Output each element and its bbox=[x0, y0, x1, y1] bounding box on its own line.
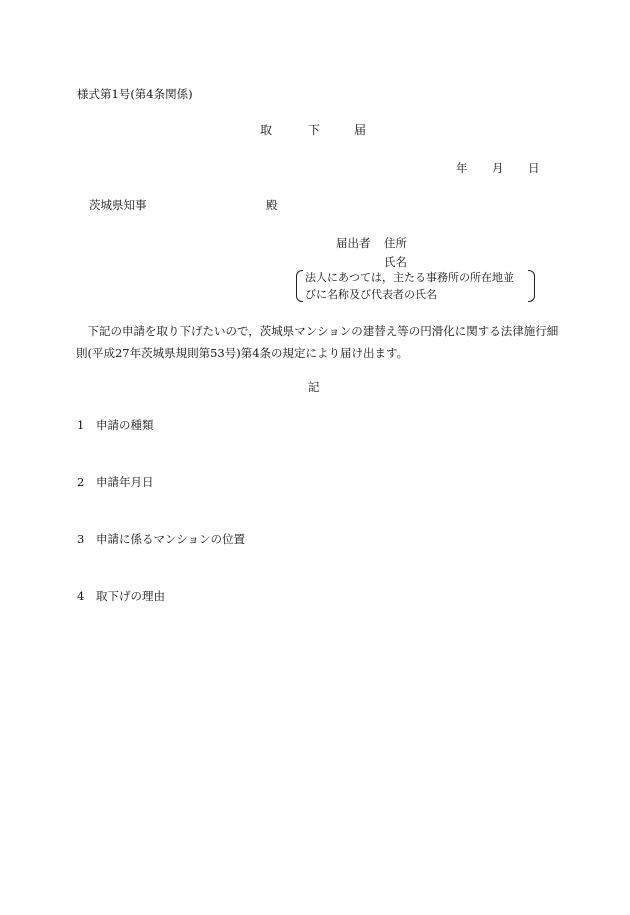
item-label: 取下げの理由 bbox=[96, 589, 165, 603]
item-label: 申請の種類 bbox=[96, 418, 154, 432]
date-year: 年 bbox=[456, 161, 468, 175]
item-label: 申請に係るマンションの位置 bbox=[96, 532, 245, 546]
title-char-3: 届 bbox=[354, 123, 367, 137]
list-item bbox=[77, 531, 245, 547]
date-day: 日 bbox=[528, 161, 540, 175]
item-number: 2 bbox=[77, 475, 85, 489]
ki-heading: 記 bbox=[308, 380, 320, 394]
list-item bbox=[77, 417, 154, 433]
item-number: 4 bbox=[77, 589, 85, 603]
applicant-note-line1: 法人にあつては，主たる事務所の所在地並 bbox=[305, 271, 514, 284]
addressee-honorific: 殿 bbox=[266, 198, 278, 212]
applicant-note-line2: びに名称及び代表者の氏名 bbox=[305, 288, 437, 301]
addressee-name: 茨城県知事 bbox=[89, 198, 147, 212]
body-paragraph: 下記の申請を取り下げたいので，茨城県マンションの建替え等の円滑化に関する法律施行細則(平成27年茨城県規則第53号)第4条の規定により届け出ます。 bbox=[76, 324, 559, 360]
item-number: 1 bbox=[77, 418, 85, 432]
applicant-label: 届出者 bbox=[336, 236, 371, 250]
date-month: 月 bbox=[492, 161, 504, 175]
item-label: 申請年月日 bbox=[96, 475, 154, 489]
applicant-name: 氏名 bbox=[384, 255, 407, 269]
list-item bbox=[77, 588, 165, 604]
bracket-right bbox=[528, 270, 535, 302]
title-char-2: 下 bbox=[308, 123, 321, 137]
title-char-1: 取 bbox=[260, 123, 273, 137]
item-number: 3 bbox=[77, 532, 85, 546]
form-number: 様式第1号(第4条関係) bbox=[77, 87, 193, 101]
bracket-left bbox=[296, 270, 303, 302]
list-item bbox=[77, 474, 154, 490]
applicant-address: 住所 bbox=[384, 236, 407, 250]
